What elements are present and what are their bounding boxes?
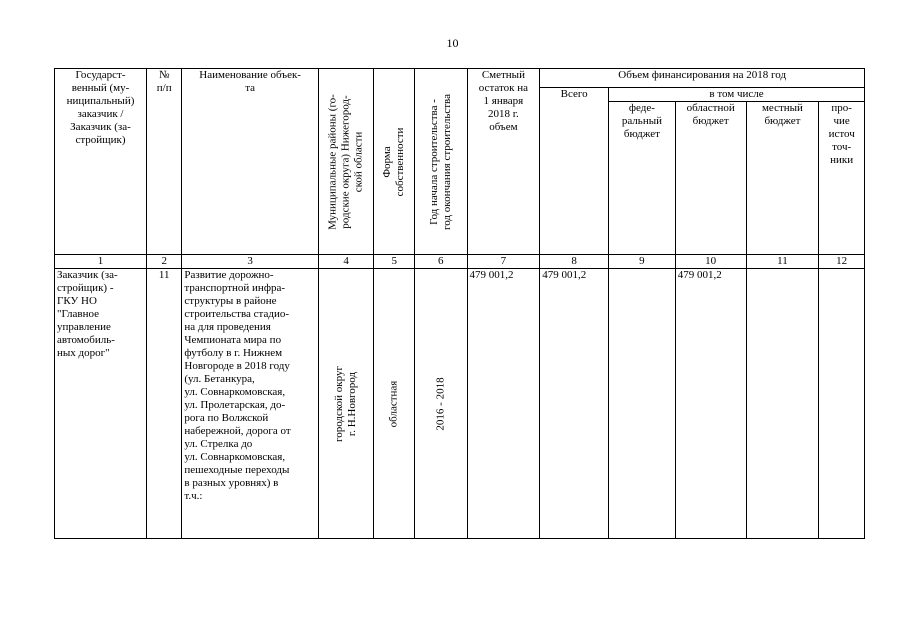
header-object-name: Наименование объек- та xyxy=(182,69,319,255)
column-number: 3 xyxy=(182,255,319,269)
column-number: 5 xyxy=(374,255,414,269)
column-number: 1 xyxy=(55,255,147,269)
header-federal: феде- ральный бюджет xyxy=(609,102,676,255)
header-years: Год начала строительства - год окончания строительства xyxy=(414,69,467,255)
column-number-row xyxy=(55,255,865,269)
header-other: про- чие источ точ- ники xyxy=(819,102,865,255)
row-other xyxy=(819,269,865,539)
row-number: 11 xyxy=(147,269,182,539)
row-ownership: областная xyxy=(374,269,414,539)
column-number: 11 xyxy=(746,255,819,269)
header-ownership: Форма собственности xyxy=(374,69,414,255)
page-number: 10 xyxy=(446,36,459,50)
column-number: 7 xyxy=(467,255,540,269)
row-local xyxy=(746,269,819,539)
column-number: 2 xyxy=(147,255,182,269)
row-object-name: Развитие дорожно- транспортной инфра- структуры в районе строительства стадио- на для проведения Чемпионата мира по футболу в г. Нижнем Новгороде в 2018 году (ул. Бетанкура, ул. Совнаркомовская, ул. Пролетарская, до- рога по Волжской набережной, дорога от ул. Стрелка до ул. Совнаркомовская, пешеходные переходы в разных уровнях) в т.ч.: xyxy=(182,269,319,539)
column-number: 6 xyxy=(414,255,467,269)
financing-table xyxy=(54,68,865,539)
row-federal xyxy=(609,269,676,539)
header-regional: областной бюджет xyxy=(675,102,746,255)
row-customer: Заказчик (за- стройщик) - ГКУ НО "Главное управление автомобиль- ных дорог" xyxy=(55,269,147,539)
header-local: местный бюджет xyxy=(746,102,819,255)
column-number: 10 xyxy=(675,255,746,269)
header-customer: Государст- венный (му- ниципальный) заказчик / Заказчик (за- стройщик) xyxy=(55,69,147,255)
table-row xyxy=(55,269,865,539)
header-districts: Муниципальные районы (го- родские округа) Нижегород- ской области xyxy=(318,69,374,255)
header-estimate: Сметный остаток на 1 января 2018 г. объем xyxy=(467,69,540,255)
header-financing: Объем финансирования на 2018 год xyxy=(540,69,865,88)
row-years: 2016 - 2018 xyxy=(414,269,467,539)
header-including: в том числе xyxy=(609,88,865,102)
row-total: 479 001,2 xyxy=(540,269,609,539)
header-total: Всего xyxy=(540,88,609,255)
column-number: 4 xyxy=(318,255,374,269)
column-number: 9 xyxy=(609,255,676,269)
column-number: 8 xyxy=(540,255,609,269)
row-district: городской округ г. Н.Новгород xyxy=(318,269,374,539)
row-regional: 479 001,2 xyxy=(675,269,746,539)
row-estimate: 479 001,2 xyxy=(467,269,540,539)
header-number: № п/п xyxy=(147,69,182,255)
column-number: 12 xyxy=(819,255,865,269)
